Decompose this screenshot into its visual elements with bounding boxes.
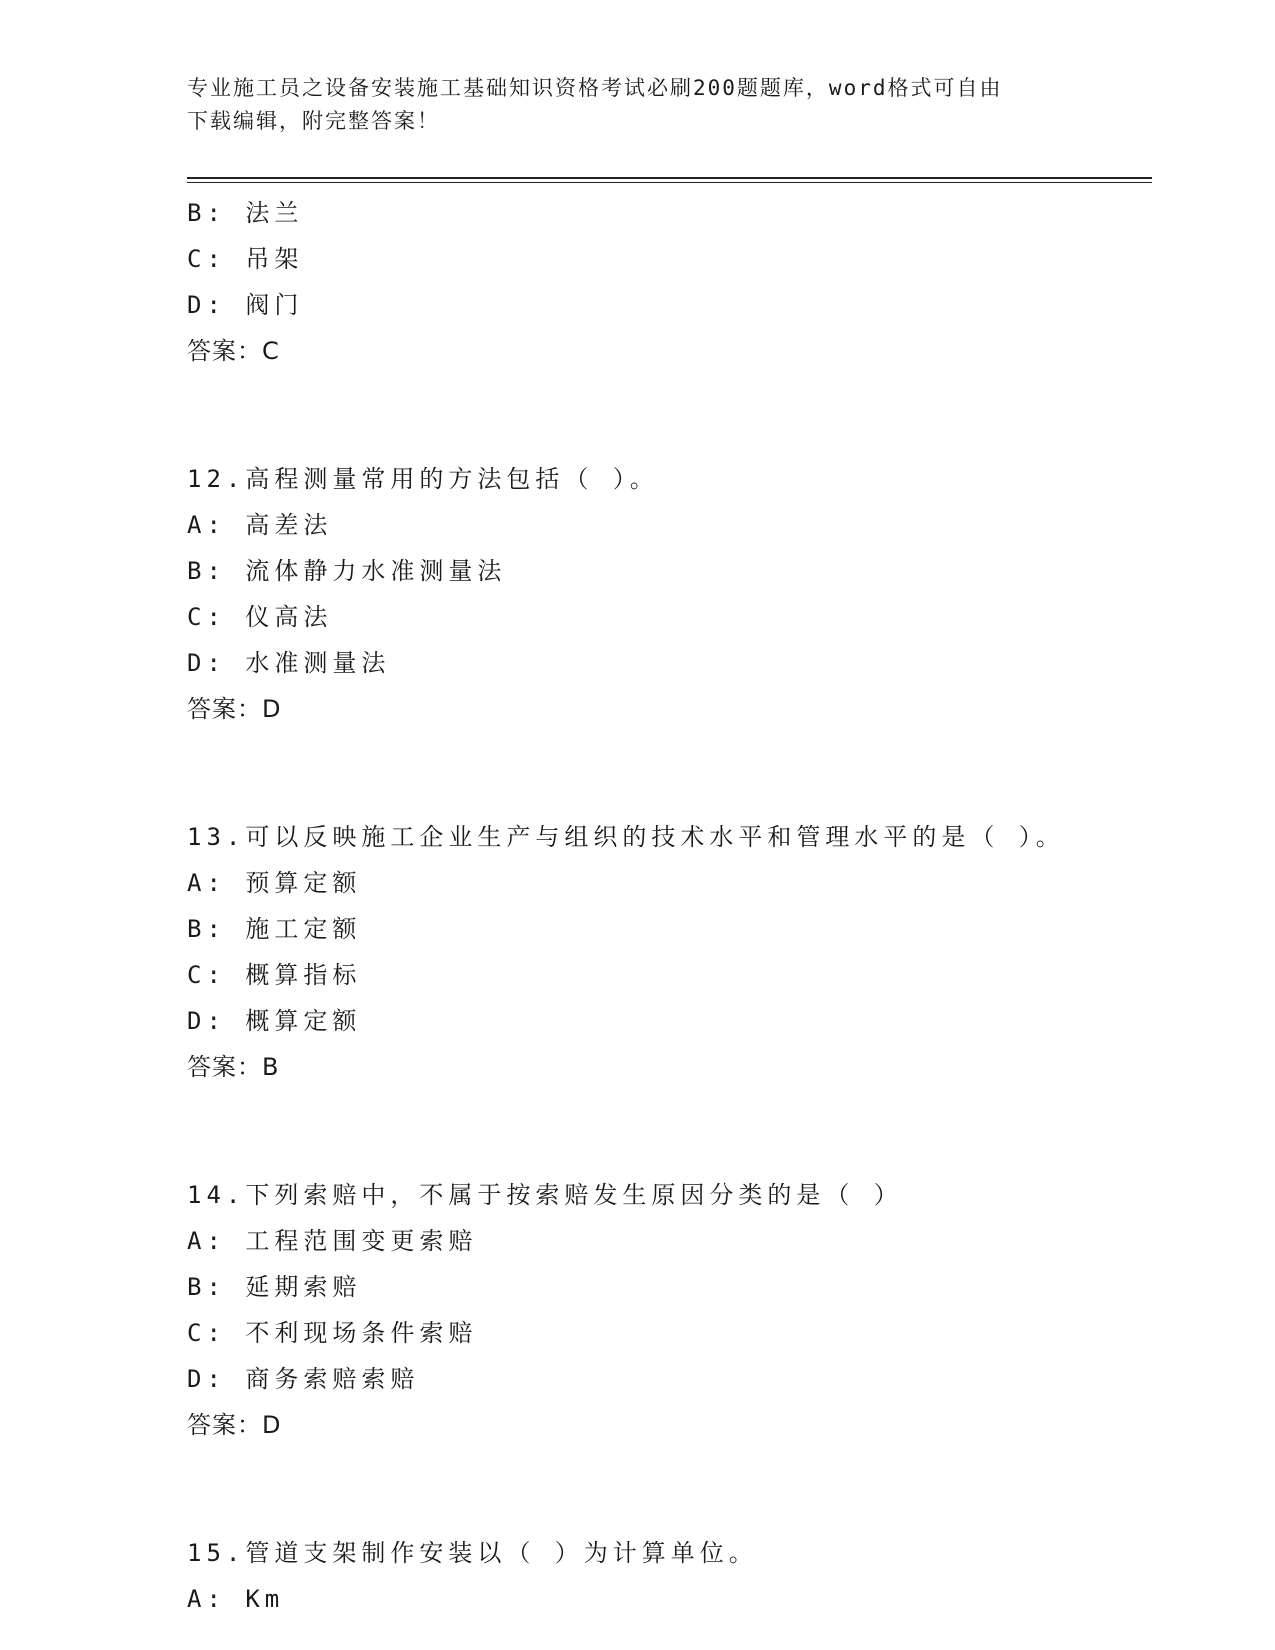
option-label: B [187, 1273, 207, 1301]
option-a [187, 860, 1152, 906]
option-d [187, 998, 1152, 1044]
option-a [187, 502, 1152, 548]
answer-value: D [262, 695, 282, 723]
question-text: 下列索赔中，不属于按索赔发生原因分类的是（ ） [245, 1181, 903, 1209]
header-line-2: 下载编辑，附完整答案！ [187, 109, 440, 133]
option-separator: : [206, 649, 246, 677]
option-b [187, 190, 1152, 236]
option-a [187, 1576, 1152, 1622]
option-text: 工程范围变更索赔 [245, 1227, 478, 1255]
option-separator: : [206, 199, 246, 227]
question-stem [187, 1530, 1152, 1576]
option-text: 不利现场条件索赔 [245, 1319, 478, 1347]
option-separator: : [206, 961, 246, 989]
option-b [187, 1264, 1152, 1310]
option-text: 延期索赔 [245, 1273, 362, 1301]
option-separator: : [206, 869, 246, 897]
option-b [187, 906, 1152, 952]
question-text: 可以反映施工企业生产与组织的技术水平和管理水平的是（ ）。 [245, 823, 1065, 851]
option-separator: : [206, 1227, 246, 1255]
question-stem [187, 814, 1152, 860]
option-separator: : [206, 245, 246, 273]
option-d [187, 282, 1152, 328]
option-separator: : [206, 1273, 246, 1301]
option-label: C [187, 603, 207, 631]
document-header [187, 72, 1067, 138]
question-stem [187, 456, 1152, 502]
answer-line [187, 1402, 1152, 1448]
answer-value: C [262, 337, 280, 365]
question-15 [187, 1530, 1152, 1622]
header-divider-thin [187, 182, 1152, 183]
question-12 [187, 456, 1152, 732]
option-separator: : [206, 1007, 246, 1035]
answer-label: 答案： [187, 337, 262, 365]
option-text: 施工定额 [245, 915, 362, 943]
option-text: 流体静力水准测量法 [245, 557, 507, 585]
option-separator: : [206, 915, 246, 943]
option-b [187, 548, 1152, 594]
option-separator: : [206, 1365, 246, 1393]
option-text: 水准测量法 [245, 649, 391, 677]
option-c [187, 236, 1152, 282]
question-number: 15. [187, 1539, 246, 1567]
question-number: 14. [187, 1181, 246, 1209]
answer-label: 答案： [187, 1053, 262, 1081]
option-text: 概算定额 [245, 1007, 362, 1035]
option-label: C [187, 961, 207, 989]
option-label: D [187, 649, 207, 677]
question-number: 13. [187, 823, 246, 851]
answer-line [187, 1044, 1152, 1090]
answer-line [187, 686, 1152, 732]
option-c [187, 952, 1152, 998]
option-separator: : [206, 291, 246, 319]
option-c [187, 594, 1152, 640]
option-text: 法兰 [245, 199, 304, 227]
option-text: 阀门 [245, 291, 304, 319]
question-text: 高程测量常用的方法包括（ ）。 [245, 465, 659, 493]
answer-line [187, 328, 1152, 374]
option-text: 吊架 [245, 245, 304, 273]
option-label: B [187, 915, 207, 943]
question-stem [187, 1172, 1152, 1218]
option-text: 商务索赔索赔 [245, 1365, 420, 1393]
header-divider-thick [187, 177, 1152, 179]
answer-value: B [262, 1053, 280, 1081]
option-separator: : [206, 1319, 246, 1347]
option-label: C [187, 245, 207, 273]
option-d [187, 640, 1152, 686]
option-label: D [187, 291, 207, 319]
option-text: 仪高法 [245, 603, 333, 631]
header-line-1: 专业施工员之设备安装施工基础知识资格考试必刷200题题库，word格式可自由 [187, 76, 1003, 100]
option-label: A [187, 869, 207, 897]
option-label: A [187, 1585, 207, 1613]
option-separator: : [206, 603, 246, 631]
option-text: 概算指标 [245, 961, 362, 989]
option-label: C [187, 1319, 207, 1347]
question-14 [187, 1172, 1152, 1448]
answer-label: 答案： [187, 695, 262, 723]
option-text: 预算定额 [245, 869, 362, 897]
option-c [187, 1310, 1152, 1356]
question-11-continued [187, 190, 1152, 374]
question-number: 12. [187, 465, 246, 493]
question-13 [187, 814, 1152, 1090]
option-label: B [187, 557, 207, 585]
option-label: D [187, 1365, 207, 1393]
option-separator: : [206, 1585, 246, 1613]
document-body [187, 190, 1152, 1622]
option-d [187, 1356, 1152, 1402]
option-separator: : [206, 557, 246, 585]
option-label: D [187, 1007, 207, 1035]
question-text: 管道支架制作安装以（ ）为计算单位。 [245, 1539, 758, 1567]
option-label: A [187, 1227, 207, 1255]
option-label: A [187, 511, 207, 539]
answer-label: 答案： [187, 1411, 262, 1439]
option-text: Km [245, 1585, 285, 1613]
answer-value: D [262, 1411, 282, 1439]
option-text: 高差法 [245, 511, 333, 539]
option-separator: : [206, 511, 246, 539]
option-label: B [187, 199, 207, 227]
option-a [187, 1218, 1152, 1264]
